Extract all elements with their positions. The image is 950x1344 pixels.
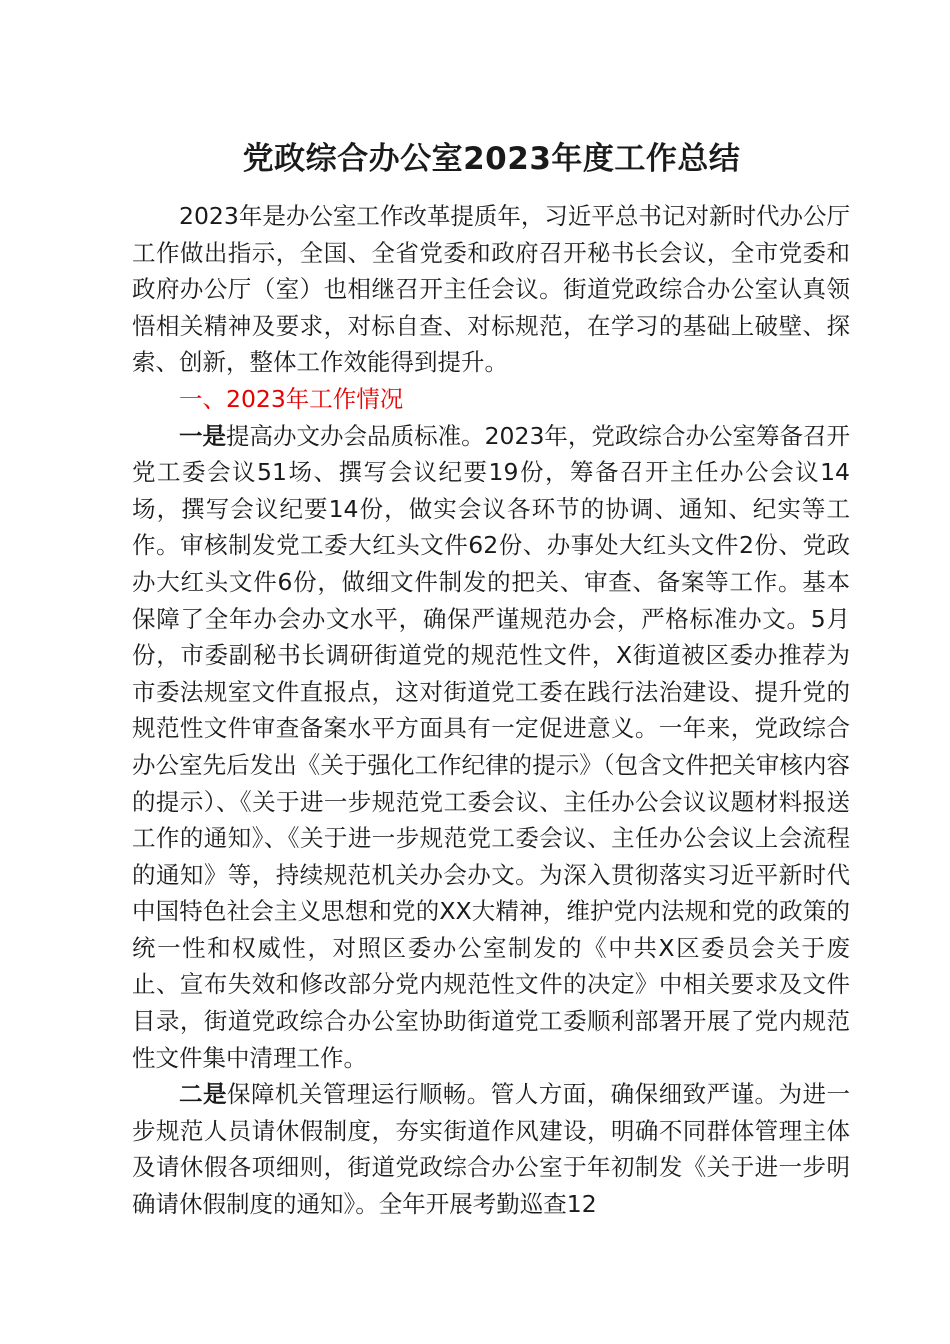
item-2-lead: 二是 [179, 1080, 227, 1109]
intro-paragraph: 2023年是办公室工作改革提质年，习近平总书记对新时代办公厅工作做出指示，全国、全省党委和政府召开秘书长会议，全市党委和政府办公厅（室）也相继召开主任会议。街道党政综合办公室认真领悟相关精神及要求，对标自查、对标规范，在学习的基础上破壁、探索、创新，整体工作效能得到提升。 [132, 202, 850, 377]
item-1-lead: 一是 [179, 421, 227, 450]
section-heading: 一、2023年工作情况 [179, 384, 404, 413]
item-2-text: 保障机关管理运行顺畅。管人方面，确保细致严谨。为进一步规范人员请休假制度，夯实街道作风建设，明确不同群体管理主体及请休假各项细则，街道党政综合办公室于年初制发《关于进一步明确请休假制度的通知》。全年开展考勤巡查12 [132, 1080, 851, 1219]
item-1-text: 提高办文办会品质标准。2023年，党政综合办公室筹备召开党工委会议51场、撰写会议纪要19份，筹备召开主任办公会议14场，撰写会议纪要14份，做实会议各环节的协调、通知、纪实等工作。审核制发党工委大红头文件62份、办事处大红头文件2份、党政办大红头文件6份，做细文件制发的把关、审查、备案等工作。基本保障了全年办会办文水平，确保严谨规范办会，严格标准办文。5月份，市委副秘书长调研街道党的规范性文件，X街道被区委办推荐为市委法规室文件直报点，这对街道党工委在践行法治建设、提升党的规范性文件审查备案水平方面具有一定促进意义。一年来，党政综合办公室先后发出《关于强化工作纪律的提示》（包含文件把关审核内容的提示）、《关于进一步规范党工委会议、主任办公会议议题材料报送工作的通知》、《关于进一步规范党工委会议、主任办公会议上会流程的通知》等，持续规范机关办会办文。为深入贯彻落实习近平新时代中国特色社会主义思想和党的XX大精神，维护党内法规和党的政策的统一性和权威性，对照区委办公室制发的《中共X区委员会关于废止、宣布失效和修改部分党内规范性文件的决定》中相关要求及文件目录，街道党政综合办公室协助街道党工委顺利部署开展了党内规范性文件集中清理工作。 [132, 421, 850, 1072]
item-1-paragraph [132, 418, 850, 1077]
item-2-paragraph [132, 1076, 850, 1222]
document-title: 党政综合办公室2023年度工作总结 [242, 141, 741, 177]
document-body [132, 198, 850, 1223]
